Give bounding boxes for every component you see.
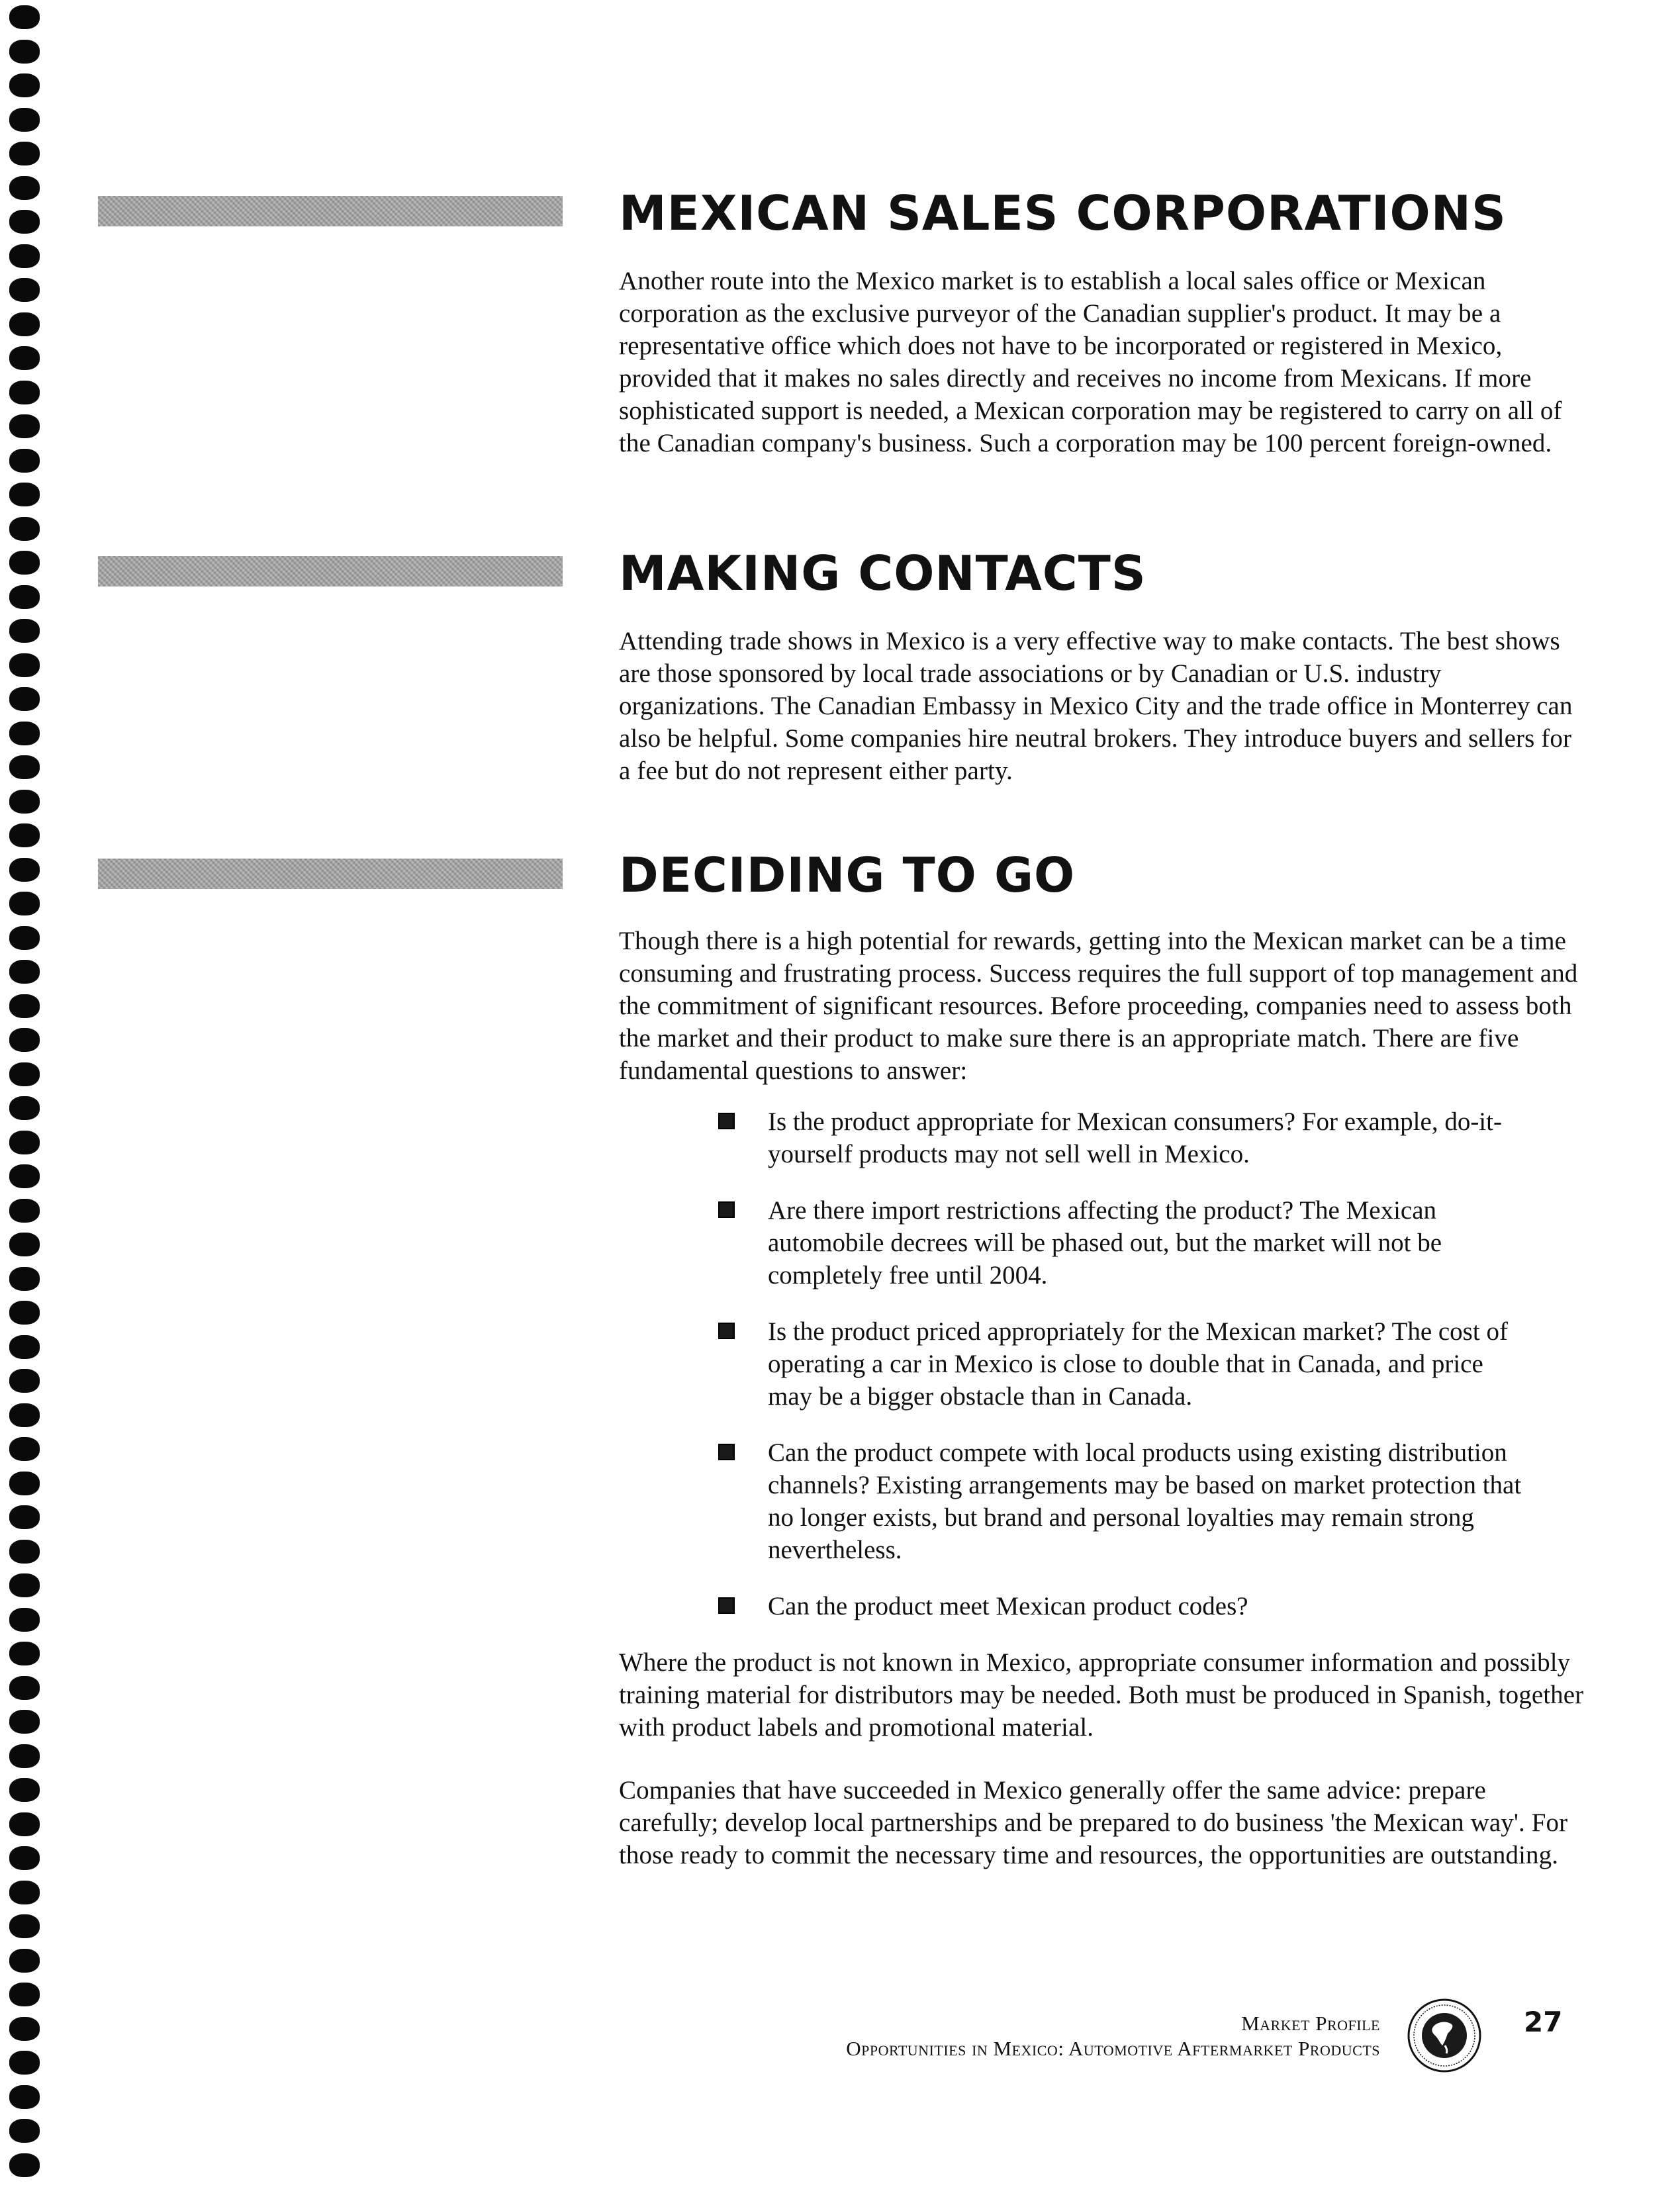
binding-hole bbox=[9, 2017, 40, 2041]
binding-hole bbox=[9, 1096, 40, 1120]
section-heading-mexican-sales-corporations: MEXICAN SALES CORPORATIONS bbox=[619, 185, 1507, 241]
paragraph: Attending trade shows in Mexico is a very effective way to make contacts. The best shows are those sponsored by local trade associations or by Canadian or U.S. industry organizations. The Canadian Embassy in Mexico City and the trade office in Monterrey can also be helpful. Some companies hire neutral brokers. They introduce buyers and sellers for a fee but do not represent either party. bbox=[619, 627, 1573, 785]
binding-hole bbox=[9, 176, 40, 200]
binding-hole bbox=[9, 687, 40, 711]
binding-hole bbox=[9, 585, 40, 609]
binding-hole bbox=[9, 1505, 40, 1529]
paragraph: Another route into the Mexico market is to establish a local sales office or Mexican corporation as the exclusive purveyor of the Canadian supplier's product. It may be a representative office which does not have to be incorporated or registered in Mexico, provided that it makes no sales directly and receives no income from Mexicans. If more sophisticated support is needed, a Mexican corporation may be registered to carry on all of the Canadian company's business. Such a corporation may be 100 percent foreign-owned. bbox=[619, 267, 1562, 457]
binding-hole bbox=[9, 1472, 40, 1495]
binding-hole bbox=[9, 1983, 40, 2006]
binding-hole bbox=[9, 381, 40, 404]
square-bullet-icon bbox=[718, 1323, 735, 1339]
binding-hole bbox=[9, 2153, 40, 2177]
binding-hole bbox=[9, 994, 40, 1018]
footer-series-title: Market Profile bbox=[1241, 2012, 1380, 2035]
square-bullet-icon bbox=[718, 1113, 735, 1129]
section-marker-bar bbox=[98, 859, 563, 889]
square-bullet-icon bbox=[718, 1444, 735, 1460]
list-item-text: Can the product meet Mexican product codes? bbox=[768, 1592, 1248, 1620]
list-item bbox=[619, 1105, 1532, 1170]
binding-hole bbox=[9, 1028, 40, 1052]
north-america-globe-seal-icon bbox=[1407, 1998, 1482, 2073]
list-item bbox=[619, 1590, 1532, 1622]
binding-hole bbox=[9, 312, 40, 336]
binding-hole bbox=[9, 1642, 40, 1665]
binding-hole bbox=[9, 517, 40, 541]
binding-hole bbox=[9, 960, 40, 984]
binding-hole bbox=[9, 755, 40, 779]
list-item-text: Is the product appropriate for Mexican consumers? For example, do-it-yourself products may not sell well in Mexico. bbox=[768, 1107, 1502, 1168]
binding-hole bbox=[9, 73, 40, 97]
binding-hole bbox=[9, 5, 40, 29]
binding-hole bbox=[9, 1881, 40, 1904]
fundamental-questions-list bbox=[619, 1105, 1585, 1622]
binding-hole bbox=[9, 1335, 40, 1359]
binding-hole bbox=[9, 926, 40, 950]
binding-hole bbox=[9, 1164, 40, 1188]
page-number: 27 bbox=[1524, 2006, 1563, 2038]
binding-hole bbox=[9, 551, 40, 575]
binding-hole bbox=[9, 892, 40, 915]
binding-hole bbox=[9, 653, 40, 677]
square-bullet-icon bbox=[718, 1597, 735, 1614]
binding-hole bbox=[9, 1267, 40, 1291]
binding-hole bbox=[9, 1710, 40, 1734]
binding-hole bbox=[9, 1573, 40, 1597]
binding-hole bbox=[9, 244, 40, 268]
binding-hole bbox=[9, 722, 40, 745]
section-heading-deciding-to-go: DECIDING TO GO bbox=[619, 847, 1076, 903]
binding-hole bbox=[9, 1199, 40, 1223]
list-item-text: Can the product compete with local products using existing distribution channels? Existing arrangements may be based on market protection that no longer exists, but brand and personal loyalties may remain strong nevertheless. bbox=[768, 1438, 1522, 1564]
binding-hole bbox=[9, 2119, 40, 2143]
list-item-text: Is the product priced appropriately for the Mexican market? The cost of operating a car in Mexico is close to double that in Canada, and price may be a bigger obstacle than in Canada. bbox=[768, 1317, 1508, 1411]
binding-hole bbox=[9, 1778, 40, 1802]
section-body-deciding-to-go bbox=[619, 925, 1585, 1902]
binding-hole bbox=[9, 40, 40, 64]
binding-hole bbox=[9, 210, 40, 234]
binding-hole bbox=[9, 108, 40, 132]
binding-hole bbox=[9, 1131, 40, 1154]
list-item-text: Are there import restrictions affecting the product? The Mexican automobile decrees will be phased out, but the market will not be completely free until 2004. bbox=[768, 1196, 1442, 1289]
binding-hole bbox=[9, 1540, 40, 1564]
binding-hole bbox=[9, 449, 40, 473]
binding-hole bbox=[9, 483, 40, 506]
binding-hole bbox=[9, 2085, 40, 2109]
binding-hole bbox=[9, 1846, 40, 1870]
binding-hole bbox=[9, 1403, 40, 1427]
footer-publication-info bbox=[846, 2011, 1380, 2061]
binding-hole bbox=[9, 1062, 40, 1086]
binding-hole bbox=[9, 858, 40, 882]
section-heading-making-contacts: MAKING CONTACTS bbox=[619, 545, 1146, 601]
binding-hole bbox=[9, 823, 40, 847]
section-body-making-contacts bbox=[619, 625, 1585, 818]
paragraph-intro: Though there is a high potential for rewards, getting into the Mexican market can be a time consuming and frustrating process. Success requires the full support of top management and the commitment of significant resources. Before proceeding, companies need to assess both the market and their product to make sure there is an appropriate match. There are five fundamental questions to answer: bbox=[619, 927, 1578, 1085]
footer-document-title: Opportunities in Mexico: Automotive Aftermarket Products bbox=[846, 2037, 1380, 2060]
binding-hole bbox=[9, 1301, 40, 1325]
binding-hole bbox=[9, 1949, 40, 1973]
list-item bbox=[619, 1315, 1532, 1413]
binding-holes bbox=[9, 0, 41, 2201]
paragraph: Where the product is not known in Mexico, appropriate consumer information and possibly training material for distributors may be needed. Both must be produced in Spanish, together with product labels and promotional material. bbox=[619, 1648, 1584, 1742]
binding-hole bbox=[9, 414, 40, 438]
binding-hole bbox=[9, 346, 40, 370]
binding-hole bbox=[9, 278, 40, 302]
binding-hole bbox=[9, 619, 40, 643]
section-body-mexican-sales-corporations bbox=[619, 265, 1585, 490]
binding-hole bbox=[9, 1608, 40, 1632]
binding-hole bbox=[9, 1914, 40, 1938]
list-item bbox=[619, 1194, 1532, 1291]
binding-hole bbox=[9, 2051, 40, 2075]
section-marker-bar bbox=[98, 196, 563, 226]
binding-hole bbox=[9, 1676, 40, 1700]
list-item bbox=[619, 1436, 1532, 1566]
binding-hole bbox=[9, 142, 40, 165]
paragraph: Companies that have succeeded in Mexico generally offer the same advice: prepare carefully; develop local partnerships and be prepared to do business 'the Mexican way'. For those ready to commit the necessary time and resources, the opportunities are outstanding. bbox=[619, 1776, 1568, 1869]
binding-hole bbox=[9, 1744, 40, 1768]
binding-hole bbox=[9, 790, 40, 814]
section-marker-bar bbox=[98, 556, 563, 586]
binding-hole bbox=[9, 1812, 40, 1836]
binding-hole bbox=[9, 1233, 40, 1256]
square-bullet-icon bbox=[718, 1201, 735, 1218]
binding-hole bbox=[9, 1437, 40, 1461]
binding-hole bbox=[9, 1369, 40, 1393]
